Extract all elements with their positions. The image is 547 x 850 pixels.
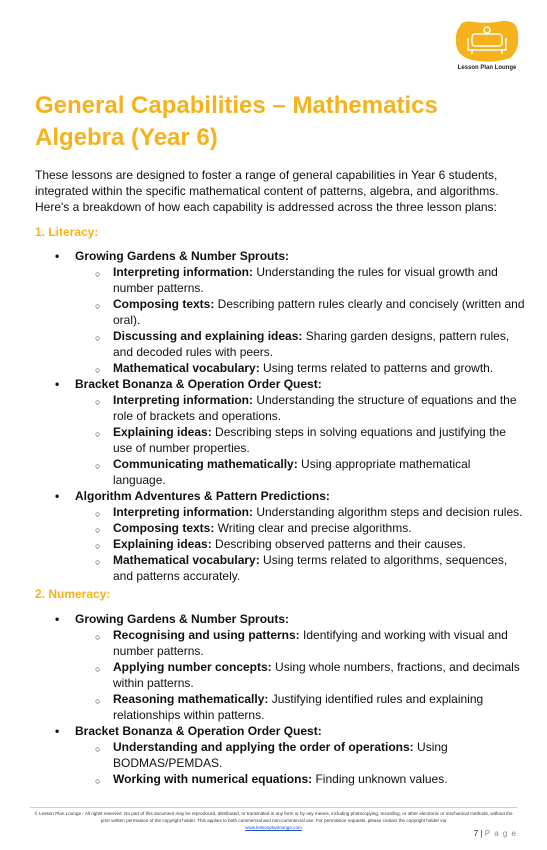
list-group [55, 611, 525, 723]
item-text: Using BODMAS/PEMDAS. [113, 740, 448, 770]
circle-bullet-icon: ○ [95, 509, 101, 519]
section-heading-numeracy: 2. Numeracy: [35, 587, 111, 601]
circle-bullet-icon: ○ [95, 365, 101, 375]
item-text: Understanding the rules for visual growth and number patterns. [113, 265, 498, 295]
item-term: Recognising and using patterns: [113, 628, 300, 642]
item-term: Composing texts: [113, 521, 215, 535]
page-number: 7 | P a g e [473, 829, 517, 838]
section-heading-literacy: 1. Literacy: [35, 225, 99, 239]
item-term: Mathematical vocabulary: [113, 361, 260, 375]
list-item [75, 392, 525, 424]
group-title: Bracket Bonanza & Operation Order Quest: [75, 724, 322, 738]
group-title: Algorithm Adventures & Pattern Predictions: [75, 489, 330, 503]
page-title-line-1: General Capabilities – Mathematics [35, 92, 438, 119]
copyright-footer [30, 807, 517, 831]
item-term: Working with numerical equations: [113, 772, 313, 786]
circle-bullet-icon: ○ [95, 557, 101, 567]
group-title: Growing Gardens & Number Sprouts: [75, 249, 290, 263]
lesson-plan-lounge-logo [452, 20, 522, 62]
bullet-icon: • [55, 489, 60, 503]
group-title: Growing Gardens & Number Sprouts: [75, 612, 290, 626]
item-term: Interpreting information: [113, 393, 253, 407]
item-term: Applying number concepts: [113, 660, 272, 674]
item-text: Using whole numbers, fractions, and decimals within patterns. [113, 660, 520, 690]
item-text: Describing observed patterns and their causes. [211, 537, 466, 551]
intro-paragraph: These lessons are designed to foster a range of general capabilities in Year 6 students, integrated within the specific mathematical content of patterns, algebra, and algorithms. Here's a breakdown of how each capability is addressed across the three lesson plans: [35, 168, 499, 214]
item-text: Writing clear and precise algorithms. [214, 521, 412, 535]
page-title [35, 90, 515, 154]
item-text: Understanding the structure of equations and the role of brackets and operations. [113, 393, 517, 423]
list-item [75, 504, 525, 520]
list-item [75, 360, 525, 376]
list-item [75, 456, 525, 488]
list-item [75, 771, 525, 787]
item-term: Mathematical vocabulary: [113, 553, 260, 567]
bullet-icon: • [55, 724, 60, 738]
circle-bullet-icon: ○ [95, 744, 101, 754]
item-text: Using terms related to patterns and growth. [259, 361, 494, 375]
literacy-list [55, 248, 525, 584]
list-item [75, 627, 525, 659]
copyright-text: © Lesson Plan Lounge - All rights reserved. No part of this document may be reproduced, distributed, or transmitted in any form or by any means, including photocopying, recording, or other electronic or mechanical methods, without the prior written permission of the copyright holder. This applies to both commercial and non-commercial use. For permission requests, please contact the copyright holder via [34, 811, 513, 823]
circle-bullet-icon: ○ [95, 776, 101, 786]
circle-bullet-icon: ○ [95, 696, 101, 706]
item-text: Identifying and working with visual and number patterns. [113, 628, 508, 658]
circle-bullet-icon: ○ [95, 301, 101, 311]
bullet-icon: • [55, 612, 60, 626]
item-term: Explaining ideas: [113, 537, 212, 551]
item-term: Interpreting information: [113, 505, 253, 519]
list-group [55, 723, 525, 787]
item-text: Describing pattern rules clearly and concisely (written and oral). [113, 297, 525, 327]
item-term: Composing texts: [113, 297, 215, 311]
item-text: Using terms related to algorithms, sequences, and patterns accurately. [113, 553, 508, 583]
list-item [75, 659, 525, 691]
item-text: Using appropriate mathematical language. [113, 457, 471, 487]
list-group [55, 376, 525, 488]
page-number-value: 7 [473, 829, 479, 838]
page-title-line-2: Algebra (Year 6) [35, 124, 218, 151]
website-link[interactable]: www.lessonplanlounge.com [245, 825, 302, 830]
logo-text: Lesson Plan Lounge [457, 65, 517, 71]
bullet-icon: • [55, 249, 60, 263]
circle-bullet-icon: ○ [95, 461, 101, 471]
circle-bullet-icon: ○ [95, 632, 101, 642]
item-text: Justifying identified rules and explaining relationships within patterns. [113, 692, 484, 722]
list-item [75, 691, 525, 723]
circle-bullet-icon: ○ [95, 541, 101, 551]
list-item [75, 536, 525, 552]
circle-bullet-icon: ○ [95, 397, 101, 407]
item-term: Interpreting information: [113, 265, 253, 279]
circle-bullet-icon: ○ [95, 429, 101, 439]
list-item [75, 264, 525, 296]
item-term: Discussing and explaining ideas: [113, 329, 303, 343]
bullet-icon: • [55, 377, 60, 391]
group-title: Bracket Bonanza & Operation Order Quest: [75, 377, 322, 391]
item-term: Reasoning mathematically: [113, 692, 269, 706]
item-term: Communicating mathematically: [113, 457, 298, 471]
list-item [75, 739, 525, 771]
item-term: Explaining ideas: [113, 425, 212, 439]
page-label: P a g e [484, 829, 517, 838]
list-item [75, 296, 525, 328]
list-item [75, 328, 525, 360]
item-text: Finding unknown values. [312, 772, 448, 786]
circle-bullet-icon: ○ [95, 269, 101, 279]
numeracy-list [55, 611, 525, 787]
item-text: Understanding algorithm steps and decision rules. [253, 505, 523, 519]
list-item [75, 520, 525, 536]
circle-bullet-icon: ○ [95, 525, 101, 535]
item-term: Understanding and applying the order of operations: [113, 740, 414, 754]
circle-bullet-icon: ○ [95, 664, 101, 674]
item-text: Sharing garden designs, pattern rules, and decoded rules with peers. [113, 329, 510, 359]
list-group [55, 248, 525, 376]
item-text: Describing steps in solving equations and justifying the use of number properties. [113, 425, 506, 455]
list-item [75, 424, 525, 456]
list-item [75, 552, 525, 584]
list-group [55, 488, 525, 584]
circle-bullet-icon: ○ [95, 333, 101, 343]
